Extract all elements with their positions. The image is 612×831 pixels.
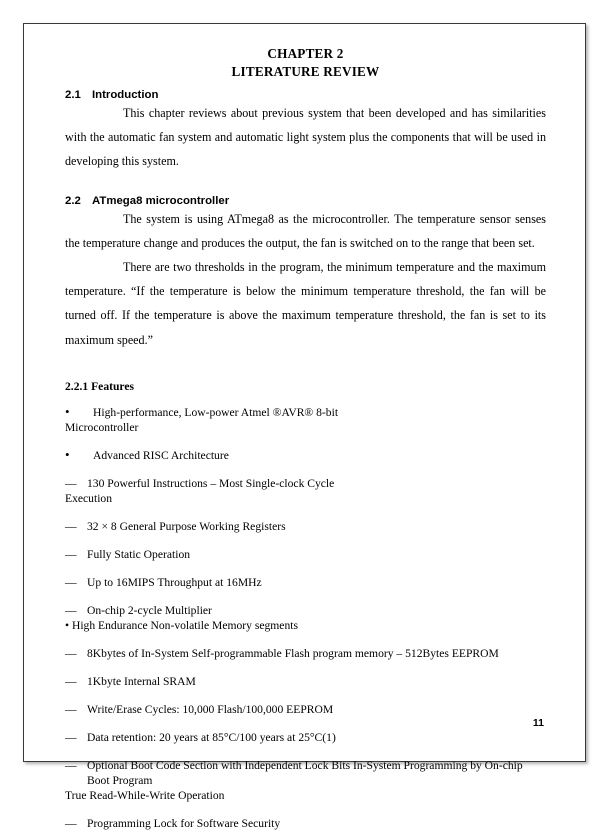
list-item (65, 618, 546, 633)
dash-icon: — (65, 816, 77, 830)
paragraph-atmega8-thresholds: There are two thresholds in the program, the minimum temperature and the maximum temperature. “If the temperature is below the minimum temperature threshold, the fan will be turned off. If the temperature is above the maximum temperature threshold, the fan is set to its maximum speed.” (65, 260, 546, 347)
section-number-2-1: 2.1 (65, 89, 81, 101)
chapter-title-line2: LITERATURE REVIEW (231, 63, 380, 79)
dash-icon: — (65, 519, 77, 533)
list-item-text: Fully Static Operation (87, 547, 191, 561)
list-item-text: Write/Erase Cycles: 10,000 Flash/100,000 EEPROM (87, 702, 334, 716)
list-item-unmarked: True Read-While-Write Operation (65, 788, 225, 802)
dash-icon: — (65, 702, 77, 716)
chapter-title-line1: CHAPTER 2 (267, 46, 344, 61)
section-heading-atmega8 (65, 195, 546, 207)
list-item-text: 1Kbyte Internal SRAM (87, 674, 196, 688)
dash-icon: — (65, 575, 77, 589)
list-item-text: 130 Powerful Instructions – Most Single-clock Cycle (87, 476, 335, 490)
paragraph-atmega8-overview: The system is using ATmega8 as the microcontroller. The temperature sensor senses the temperature change and produces the output, the fan is switched on to the range that been set. (65, 211, 546, 250)
bullet-icon: • (65, 446, 70, 462)
document-page (23, 23, 586, 830)
dash-icon: — (65, 674, 77, 688)
list-item (65, 519, 546, 534)
chapter-title (65, 45, 546, 80)
paragraph-introduction: This chapter reviews about previous system that been developed and has similarities with the automatic fan system and automatic light system plus the components that will be used in developing this system. (65, 106, 546, 169)
dash-icon: — (65, 646, 77, 660)
dash-icon: — (65, 758, 77, 772)
list-item-text: Data retention: 20 years at 85°C/100 years at 25°C(1) (87, 730, 336, 744)
list-item-text: Programming Lock for Software Security (87, 816, 281, 830)
list-item (65, 674, 546, 689)
dash-icon: — (65, 730, 77, 744)
list-item (65, 448, 546, 463)
list-item (65, 547, 546, 562)
list-item (65, 758, 546, 788)
list-item-text: High-performance, Low-power Atmel ®AVR® 8-bit (93, 405, 339, 419)
list-item-text: 32 × 8 General Purpose Working Registers (87, 519, 286, 533)
list-item-continuation: Microcontroller (65, 420, 139, 434)
list-item-text: Advanced RISC Architecture (93, 448, 229, 462)
list-item (65, 702, 546, 717)
list-item-text: On-chip 2-cycle Multiplier (87, 603, 212, 617)
dash-icon: — (65, 476, 77, 490)
list-item (65, 646, 546, 661)
page-number: 11 (532, 717, 544, 729)
list-item (65, 476, 546, 491)
list-item (65, 603, 546, 618)
list-item-text: 8Kbytes of In-System Self-programmable Flash program memory – 512Bytes EEPROM (87, 646, 499, 660)
section-number-2-2: 2.2 (65, 194, 81, 207)
section-title-atmega8: ATmega8 microcontroller (92, 194, 230, 207)
list-item (65, 816, 546, 831)
list-item (65, 405, 546, 420)
features-list (65, 405, 546, 831)
list-item-text: Optional Boot Code Section with Independent Lock Bits In-System Programming by On-chip Boot Program (87, 758, 523, 787)
section-title-introduction: Introduction (92, 89, 159, 101)
list-item-text: Up to 16MIPS Throughput at 16MHz (87, 575, 262, 589)
list-item (65, 730, 546, 745)
list-item-continuation: Execution (65, 491, 113, 505)
dash-icon: — (65, 603, 77, 617)
list-item (65, 575, 546, 590)
section-heading-introduction (65, 89, 546, 101)
section-heading-features: 2.2.1 Features (65, 379, 135, 393)
page-content (65, 45, 546, 831)
list-item-text: • High Endurance Non-volatile Memory segments (65, 618, 298, 632)
bullet-icon: • (65, 403, 70, 419)
dash-icon: — (65, 547, 77, 561)
